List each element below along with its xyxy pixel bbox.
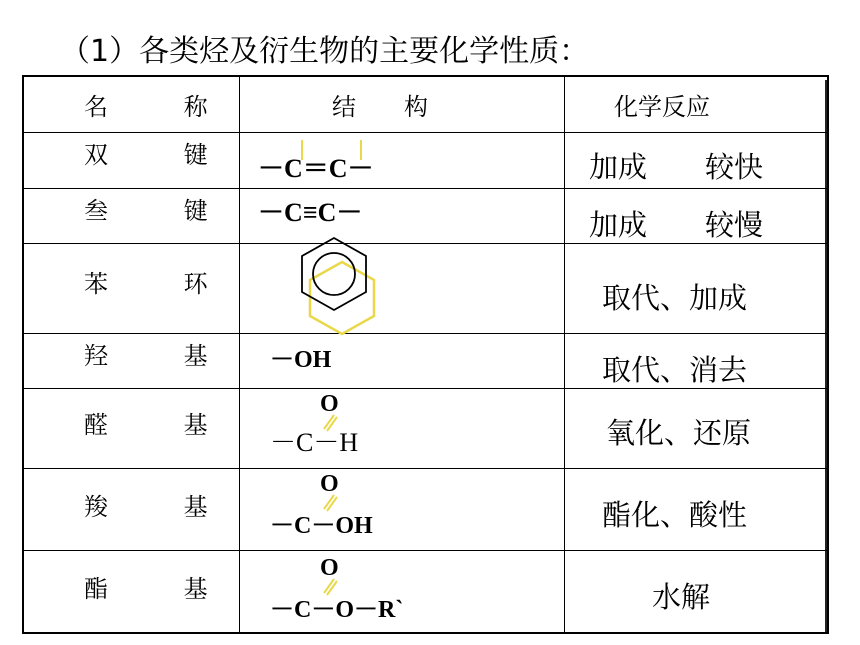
- row-reaction: 加成 较快: [589, 150, 764, 184]
- row-reaction: 取代、消去: [602, 353, 748, 387]
- carbonyl-oxygen: O: [320, 471, 339, 497]
- row-reaction: 酯化、酸性: [602, 498, 748, 532]
- table-row: [24, 469, 827, 551]
- row-formula: －C－O－R`: [270, 597, 404, 623]
- header-cell-name: [24, 77, 240, 132]
- row-formula: －C－H: [270, 428, 359, 457]
- row-formula: －C－OH: [270, 513, 373, 539]
- row-formula: －OH: [270, 347, 332, 373]
- row-name: 叁 键: [84, 197, 242, 225]
- properties-table: [22, 75, 829, 634]
- row-reaction: 加成 较慢: [589, 208, 764, 242]
- table-row: [24, 133, 827, 189]
- row-name: 羟 基: [84, 342, 242, 370]
- header-cell-structure: [240, 77, 565, 132]
- row-reaction: 水解: [652, 580, 711, 614]
- header-name: 名 称: [84, 93, 242, 121]
- row-formula: －C＝C－: [258, 154, 374, 183]
- benzene-ring-diagram: [294, 232, 384, 332]
- page-title: （1）各类烃及衍生物的主要化学性质：: [60, 34, 590, 69]
- double-bond-bond-marker: [358, 138, 368, 168]
- row-name: 醛 基: [84, 411, 242, 439]
- row-name: 苯 环: [84, 270, 242, 298]
- row-name: 酯 基: [84, 575, 242, 603]
- row-reaction: 取代、加成: [602, 281, 748, 315]
- table-row: [24, 389, 827, 469]
- double-bond-bond-marker: [299, 138, 309, 168]
- carbonyl-oxygen: O: [320, 555, 339, 581]
- row-reaction: 氧化、还原: [606, 416, 752, 450]
- row-name: 双 键: [84, 141, 242, 169]
- row-formula: －C≡C－: [258, 198, 363, 227]
- header-structure: 结 构: [332, 93, 428, 121]
- row-name: 羧 基: [84, 493, 242, 521]
- table-row: [24, 189, 827, 244]
- table-row: [24, 244, 827, 334]
- table-row: [24, 551, 827, 634]
- table-row: [24, 334, 827, 389]
- carbonyl-oxygen: O: [320, 391, 339, 417]
- table-header-row: [24, 77, 827, 133]
- header-reaction: 化学反应: [614, 93, 710, 121]
